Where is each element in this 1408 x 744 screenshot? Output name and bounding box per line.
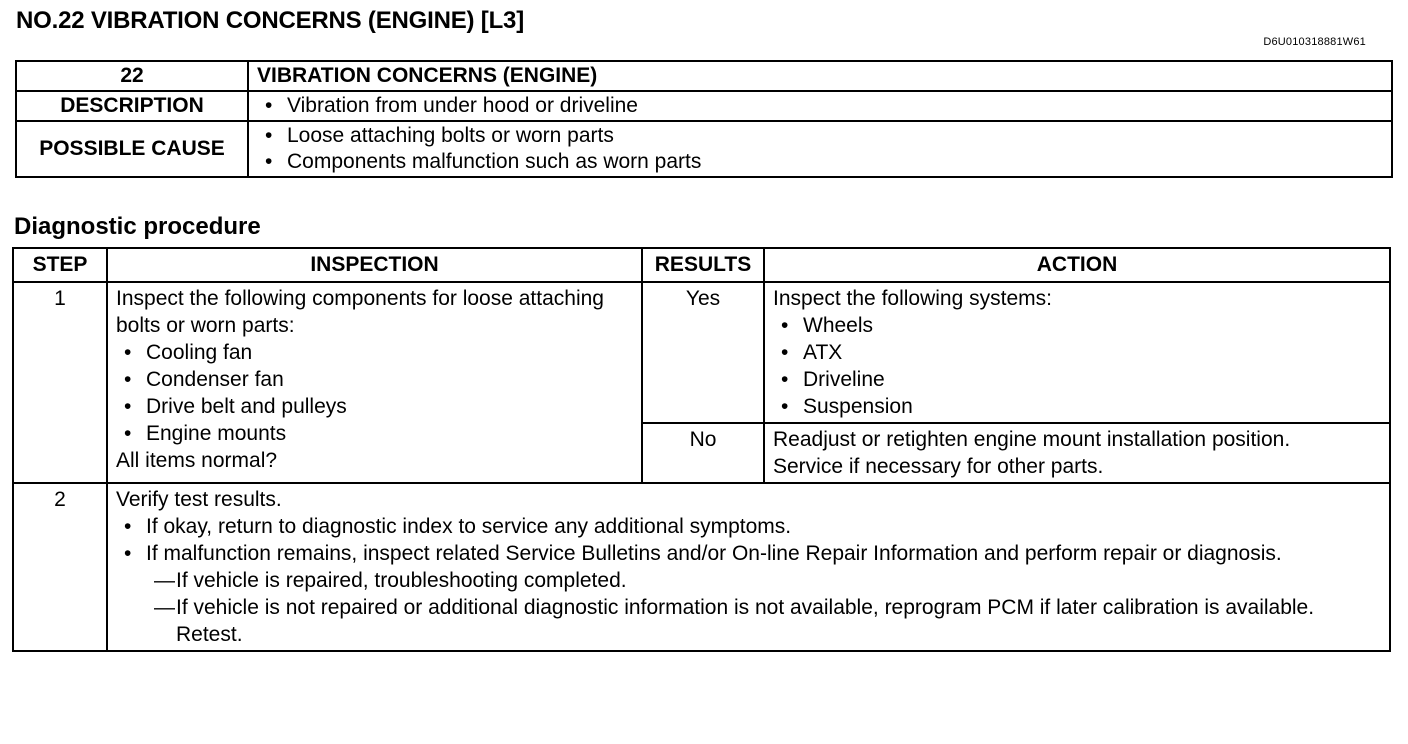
system-item: • Wheels (773, 312, 1381, 339)
step2-sub-item (116, 594, 1381, 648)
step2-item: • If okay, return to diagnostic index to service any additional symptoms. (116, 513, 1381, 540)
step1-components-list (116, 339, 633, 447)
step2-number: 2 (13, 483, 107, 651)
step2-sub-item-text: If vehicle is repaired, troubleshooting completed. (176, 569, 627, 592)
diagnostic-procedure-heading: Diagnostic procedure (14, 213, 261, 240)
step1-inspection (107, 282, 642, 483)
step-header: STEP (13, 248, 107, 282)
step2-sub-list (116, 567, 1381, 648)
inspection-header: INSPECTION (107, 248, 642, 282)
results-header: RESULTS (642, 248, 764, 282)
component-item: • Drive belt and pulleys (116, 393, 633, 420)
step2-item: • If malfunction remains, inspect related Service Bulletins and/or On-line Repair Information and perform repair or diagnosis. (116, 540, 1381, 567)
step1-result-no: No (642, 423, 764, 483)
yes-action-intro: Inspect the following systems: (773, 287, 1052, 310)
dash-marker: — (154, 569, 175, 592)
cause-item: • Components malfunction such as worn parts (257, 149, 1383, 175)
cause-item: • Loose attaching bolts or worn parts (257, 123, 1383, 149)
document-code: D6U010318881W61 (1263, 36, 1366, 48)
description-label: DESCRIPTION (16, 91, 248, 121)
possible-cause-cell (248, 121, 1392, 177)
system-item: • ATX (773, 339, 1381, 366)
component-item: • Condenser fan (116, 366, 633, 393)
step1-intro: Inspect the following components for loose attaching bolts or worn parts: (116, 287, 604, 337)
step1-result-yes: Yes (642, 282, 764, 423)
action-header: ACTION (764, 248, 1390, 282)
step2-sub-item-text: If vehicle is not repaired or additional diagnostic information is not available, reprogram PCM if later calibration is available. Retest. (176, 596, 1315, 646)
description-row (16, 91, 1392, 121)
step2-row (13, 483, 1390, 651)
summary-header-row (16, 61, 1392, 91)
step1-yes-row (13, 282, 1390, 423)
page-title: NO.22 VIBRATION CONCERNS (ENGINE) [L3] (16, 7, 524, 34)
system-item: • Driveline (773, 366, 1381, 393)
component-item: • Cooling fan (116, 339, 633, 366)
concern-name: VIBRATION CONCERNS (ENGINE) (248, 61, 1392, 91)
step2-list (116, 513, 1381, 567)
description-item: • Vibration from under hood or driveline (257, 93, 1383, 119)
step2-intro: Verify test results. (116, 488, 282, 511)
step1-action-yes (764, 282, 1390, 423)
dash-marker: — (154, 596, 175, 619)
step2-sub-item (116, 567, 1381, 594)
no-action-line1: Readjust or retighten engine mount installation position. (773, 428, 1291, 451)
concern-number: 22 (16, 61, 248, 91)
procedure-header-row (13, 248, 1390, 282)
step2-inspection (107, 483, 1390, 651)
system-item: • Suspension (773, 393, 1381, 420)
step1-question: All items normal? (116, 449, 278, 472)
step1-action-no (764, 423, 1390, 483)
summary-table (15, 60, 1393, 178)
component-item: • Engine mounts (116, 420, 633, 447)
possible-cause-row (16, 121, 1392, 177)
procedure-table (12, 247, 1391, 652)
description-cell (248, 91, 1392, 121)
systems-list (773, 312, 1381, 420)
no-action-line2: Service if necessary for other parts. (773, 455, 1104, 478)
possible-cause-label: POSSIBLE CAUSE (16, 121, 248, 177)
step1-number: 1 (13, 282, 107, 483)
